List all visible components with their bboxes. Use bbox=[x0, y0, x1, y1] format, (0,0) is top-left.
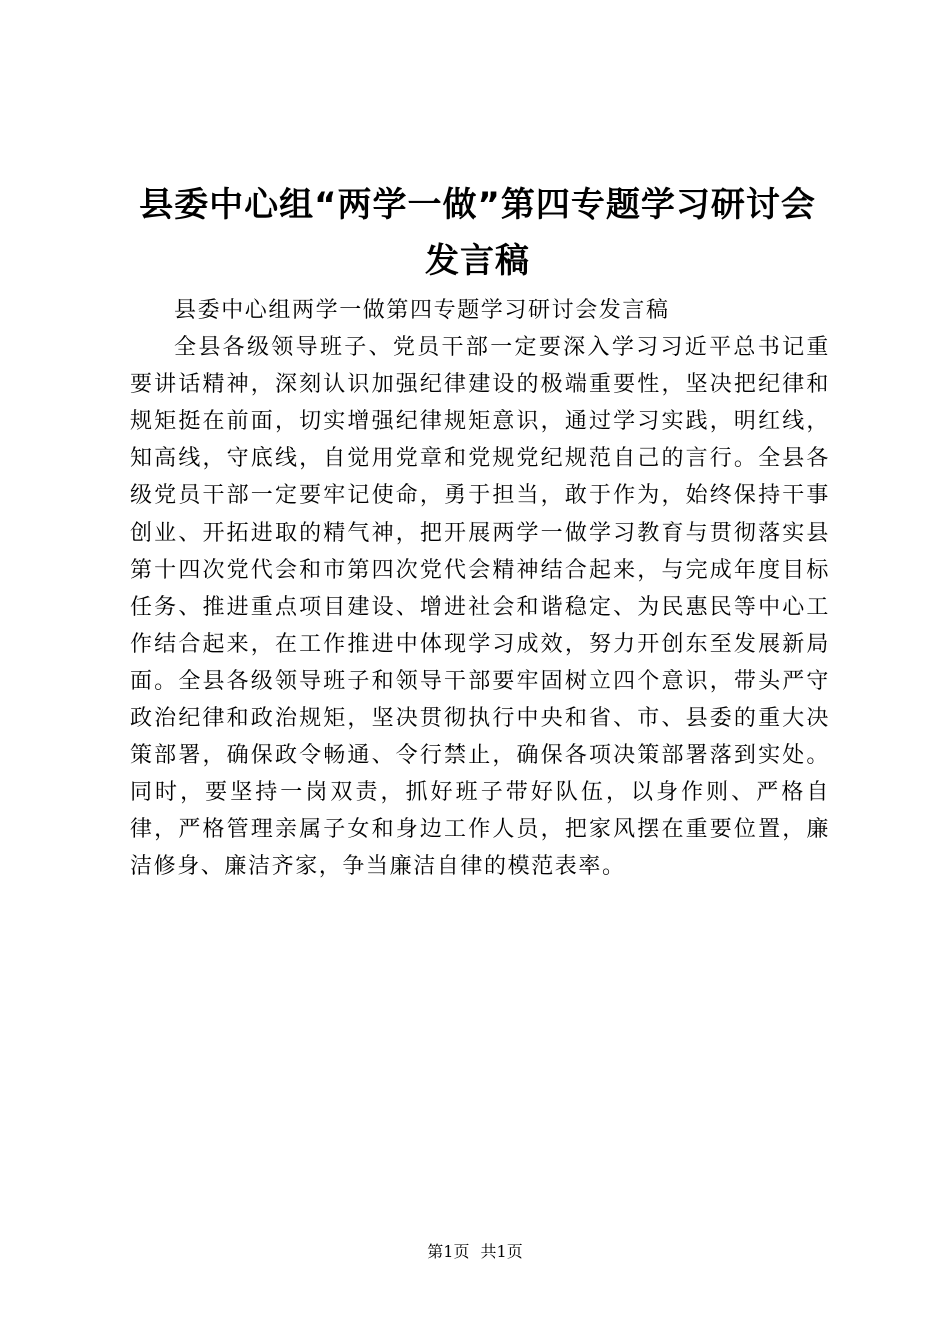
page-footer bbox=[0, 1240, 950, 1264]
body-paragraph: 全县各级领导班子、党员干部一定要深入学习习近平总书记重要讲话精神，深刻认识加强纪律建设的极端重要性，坚决把纪律和规矩挺在前面，切实增强纪律规矩意识，通过学习实践，明红线，知高线，守底线，自觉用党章和党规党纪规范自己的言行。全县各级党员干部一定要牢记使命，勇于担当，敢于作为，始终保持干事创业、开拓进取的精气神，把开展两学一做学习教育与贯彻落实县第十四次党代会和市第四次党代会精神结合起来，与完成年度目标任务、推进重点项目建设、增进社会和谐稳定、为民惠民等中心工作结合起来，在工作推进中体现学习成效，努力开创东至发展新局面。全县各级领导班子和领导干部要牢固树立四个意识，带头严守政治纪律和政治规矩，坚决贯彻执行中央和省、市、县委的重大决策部署，确保政令畅通、令行禁止，确保各项决策部署落到实处。同时，要坚持一岗双责，抓好班子带好队伍，以身作则、严格自律，严格管理亲属子女和身边工作人员，把家风摆在重要位置，廉洁修身、廉洁齐家，争当廉洁自律的模范表率。 bbox=[130, 335, 830, 880]
title-line-2: 发言稿 bbox=[425, 241, 530, 281]
document-title bbox=[120, 180, 835, 286]
document-subtitle: 县委中心组两学一做第四专题学习研讨会发言稿 bbox=[174, 298, 670, 323]
page-number: 第1页 bbox=[427, 1242, 470, 1261]
page-total: 共1页 bbox=[480, 1242, 523, 1261]
title-line-1: 县委中心组“两学一做”第四专题学习研讨会 bbox=[139, 185, 816, 225]
document-body bbox=[130, 292, 830, 886]
